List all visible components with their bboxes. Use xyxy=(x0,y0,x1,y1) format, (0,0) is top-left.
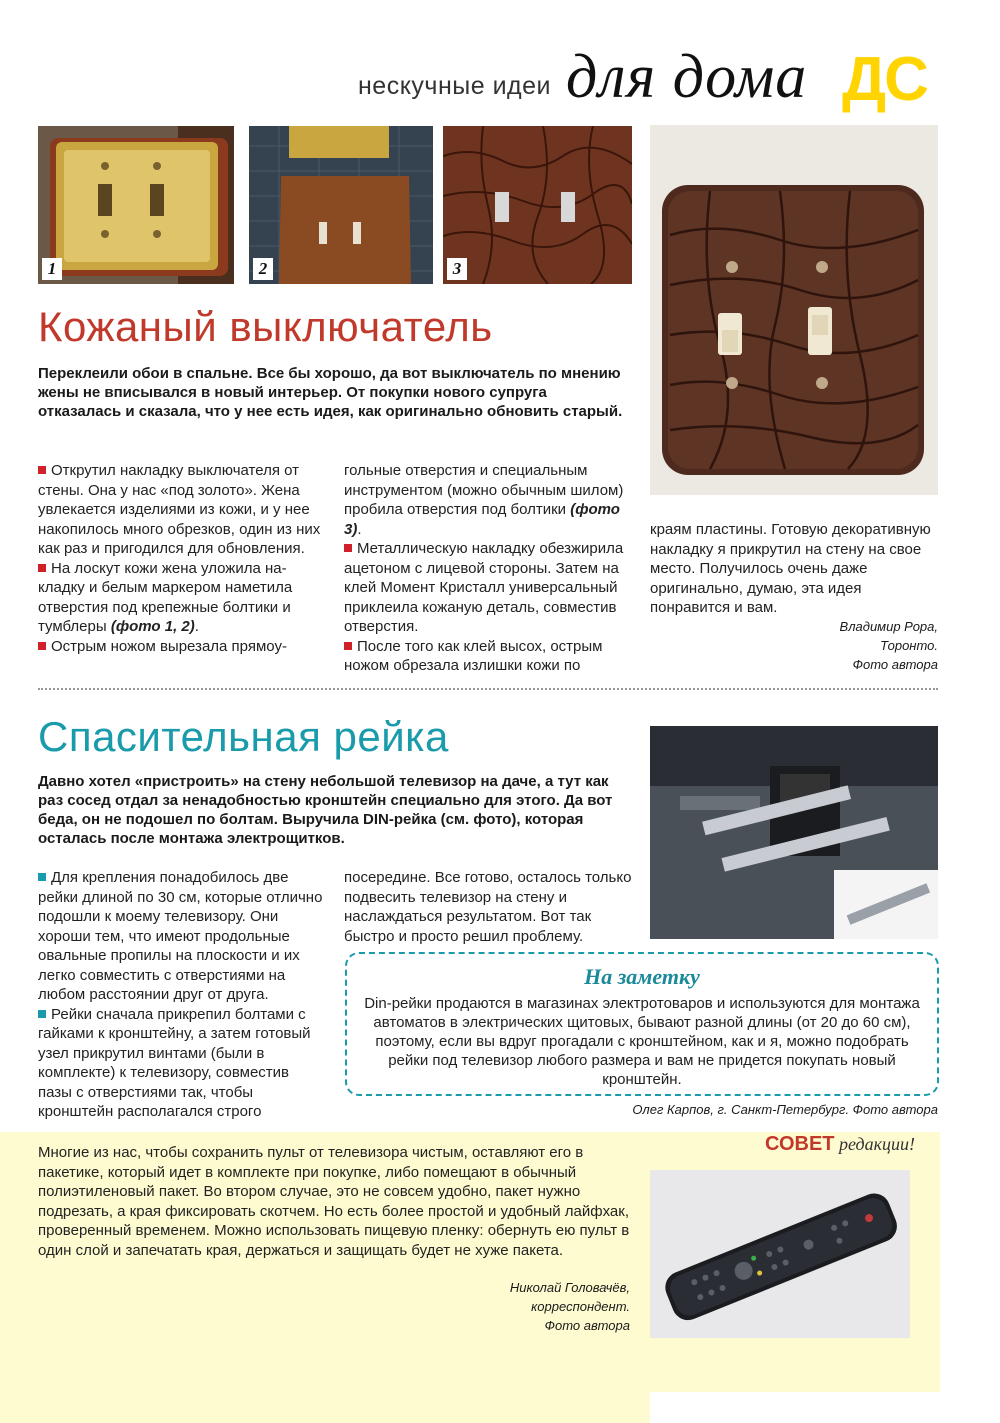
bullet-marker xyxy=(38,466,46,474)
header-small-title: нескучные идеи xyxy=(358,72,551,100)
article1-title: Кожаный выключатель xyxy=(38,303,493,350)
photo-remote-control xyxy=(650,1170,910,1338)
article1-column-2 xyxy=(344,461,632,676)
article1-col2-para: После того как клей высох, острым ножом обрезала излишки кожи по xyxy=(344,637,603,674)
tip-redakcii-label: редакции! xyxy=(838,1134,916,1154)
article1-col1-para: Открутил накладку выключателя от стены. Она у нас «под золото». Жена увлекается изделиями из кожи, и у нее накопилось много обрезков, один из них как раз и пригодился для обновления. xyxy=(38,462,321,557)
note-box xyxy=(345,952,939,1096)
article1-signature: Владимир Рора, Торонто. Фото автора xyxy=(839,619,938,672)
bullet-marker xyxy=(38,642,46,650)
bullet-marker xyxy=(38,1010,46,1018)
article1-column-3: краям пластины. Готовую декоративную накладку я прикрутил на стену на свое место. Получилось очень даже оригинально, думаю, эта идея понравится и вам. xyxy=(650,521,931,616)
note-text: Din-рейки продаются в магазинах электротоваров и используются для монтажа автоматов в электрических щитовых, бывают разной длины (от 20 до 60 см), поэтому, если вы вдруг прогадали с кронштейном, как и я, можно подобрать рейки под телевизор любого размера и вам не придется покупать новый кронштейн. xyxy=(364,995,920,1088)
photo-label-3: 3 xyxy=(447,258,467,280)
article2-col1-para: Рейки сначала прикрепил болтами с гайками к кронштейну, а затем готовый узел прикрутил винтами (были в комплекте) к телевизору, совместив пазы с отверстиями так, чтобы кронштейн располагался строго xyxy=(38,1005,311,1120)
photo-din-rail-tv xyxy=(650,726,938,939)
article2-lead: Давно хотел «пристроить» на стену небольшой телевизор на даче, а тут как раз сосед отдал за ненадобностью кронштейн специально для этого. Да вот беда, он не подошел по болтам. Выручила DIN-рейка (см. фото), которая осталась после монтажа электрощитков. xyxy=(38,773,613,847)
article1-col2-para: Металлическую накладку обезжирила ацетоном с лицевой стороны. Затем на клей Момент Кристалл универсальный приклеила кожаную деталь, совместив отверстия. xyxy=(344,540,624,635)
article1-col2-para: гольные отверстия и специальным инструментом (можно обычным шилом) пробила отверстия под болтики (фото 3). xyxy=(344,462,624,538)
article2-signature: Олег Карпов, г. Санкт-Петербург. Фото автора xyxy=(632,1102,938,1117)
article1-column-1 xyxy=(38,461,325,656)
bullet-marker xyxy=(344,544,352,552)
photo-leather-holes xyxy=(443,126,632,284)
article1-col1-para: Острым ножом вырезала прямоу- xyxy=(38,637,325,657)
photo-leather-switch-final xyxy=(650,125,938,495)
article2-col1-para: Для крепления понадобилось две рейки длиной по 30 см, которые отлично подошли к моему телевизору. Они хороши тем, что имеют продольные овальные пропилы на плоскости и их легко совместить с отверстиями на любом расстоянии друг от друга. xyxy=(38,869,323,1003)
tip-text: Многие из нас, чтобы сохранить пульт от телевизора чистым, оставляют его в пакетике, который идет в комплекте при покупке, либо помещают в обычный полиэтиленовый пакет. Во втором случае, это не совсем удобно, пакет нужно подрезать, а края фиксировать скотчем. Но есть более простой и удобный лайфхак, проверенный временем. Можно использовать пищевую пленку: обернуть ею пульт в один слой и запечатать края, держаться и защищать будет не хуже пакета. xyxy=(38,1144,630,1259)
tip-box-bottom xyxy=(0,1392,650,1423)
photo-label-2: 2 xyxy=(253,258,273,280)
photo-gold-plate xyxy=(38,126,234,284)
article1-col1-para: На лоскут кожи жена уложила накладку и белым маркером наметила отверстия под крепежные болтики и тумблеры (фото 1, 2). xyxy=(38,559,293,635)
header-big-title: для дома xyxy=(566,43,808,111)
tip-sovet-label: СОВЕТ xyxy=(765,1133,835,1155)
photo-leather-template xyxy=(249,126,433,284)
photo-label-1: 1 xyxy=(42,258,62,280)
article2-column-1 xyxy=(38,868,325,1122)
bullet-marker xyxy=(38,873,46,881)
article1-lead: Переклеили обои в спальне. Все бы хорошо, да вот выключатель по мнению жены не вписывался в новый интерьер. От покупки нового супруга отказалась и сказала, что у нее есть идея, как оригинально обновить старый. xyxy=(38,365,623,420)
article2-column-2: посередине. Все готово, осталось только подвесить телевизор на стену и наслаждаться результатом. Вот так быстро и просто решил проблему. xyxy=(344,869,632,945)
tip-signature: Николай Головачёв, корреспондент. Фото автора xyxy=(509,1280,630,1333)
bullet-marker xyxy=(344,642,352,650)
tip-header xyxy=(765,1133,940,1156)
section-divider xyxy=(38,688,938,690)
article2-title: Спасительная рейка xyxy=(38,713,449,760)
header-logo: ДС xyxy=(842,45,927,114)
note-title: На заметку xyxy=(584,964,700,989)
bullet-marker xyxy=(38,564,46,572)
